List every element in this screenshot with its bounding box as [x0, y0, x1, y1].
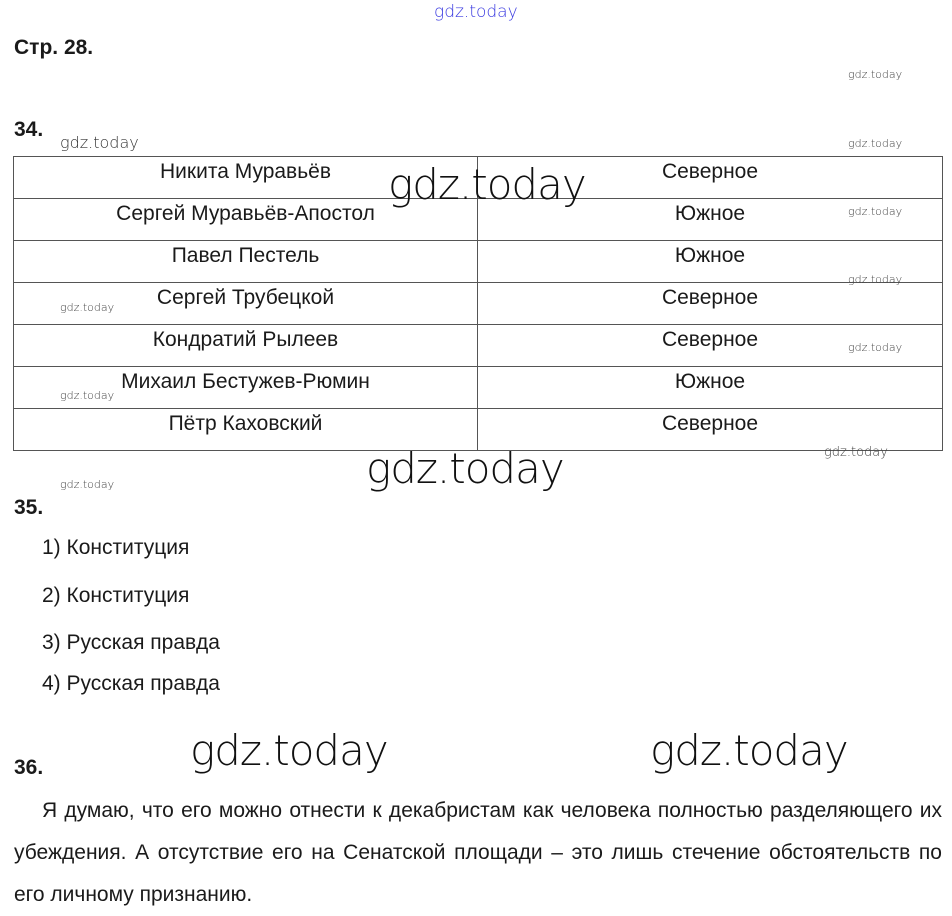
watermark: gdz.today	[60, 389, 115, 402]
answer-item: 3) Русская правда	[42, 631, 220, 654]
watermark: gdz.today	[848, 273, 903, 286]
decembrist-name: Кондратий Рылеев	[14, 325, 478, 367]
decembrist-name: Михаил Бестужев-Рюмин	[14, 367, 478, 409]
society-name: Северное	[478, 283, 943, 325]
decembrist-name: Никита Муравьёв	[14, 157, 478, 199]
answer-item: 2) Конституция	[42, 584, 190, 607]
watermark: gdz.today	[848, 137, 903, 150]
task-36-number: 36.	[14, 756, 44, 779]
table-row	[14, 325, 943, 367]
decembrist-name: Сергей Муравьёв-Апостол	[14, 199, 478, 241]
watermark: gdz.today	[650, 726, 848, 775]
society-name: Южное	[478, 367, 943, 409]
watermark: gdz.today	[388, 160, 586, 209]
answer-text: Я думаю, что его можно отнести к декабристам как человека полностью разделяющего их убеждения. А отсутствие его на Сенатской площади – это лишь стечение обстоятельств по его личному признанию.	[14, 799, 942, 906]
watermark: gdz.today	[366, 444, 564, 493]
task-35-number: 35.	[14, 496, 44, 519]
watermark: gdz.today	[60, 478, 115, 491]
table-row	[14, 367, 943, 409]
answer-item: 4) Русская правда	[42, 672, 220, 695]
page-header: Стр. 28.	[14, 36, 94, 59]
watermark: gdz.today	[60, 301, 115, 314]
table-row	[14, 283, 943, 325]
society-name: Северное	[478, 157, 943, 199]
decembrist-name: Пётр Каховский	[14, 409, 478, 451]
watermark: gdz.today	[848, 341, 903, 354]
answer-item: 1) Конституция	[42, 536, 190, 559]
task-36-answer	[14, 790, 942, 916]
watermark: gdz.today	[434, 2, 518, 22]
decembrist-name: Павел Пестель	[14, 241, 478, 283]
watermark: gdz.today	[60, 133, 139, 152]
watermark: gdz.today	[848, 205, 903, 218]
society-name: Южное	[478, 241, 943, 283]
task-34-number: 34.	[14, 118, 44, 141]
watermark: gdz.today	[824, 445, 888, 460]
watermark: gdz.today	[848, 68, 903, 81]
society-name: Северное	[478, 409, 943, 451]
society-name: Южное	[478, 199, 943, 241]
table-row	[14, 241, 943, 283]
watermark: gdz.today	[190, 726, 388, 775]
decembrist-name: Сергей Трубецкой	[14, 283, 478, 325]
society-name: Северное	[478, 325, 943, 367]
